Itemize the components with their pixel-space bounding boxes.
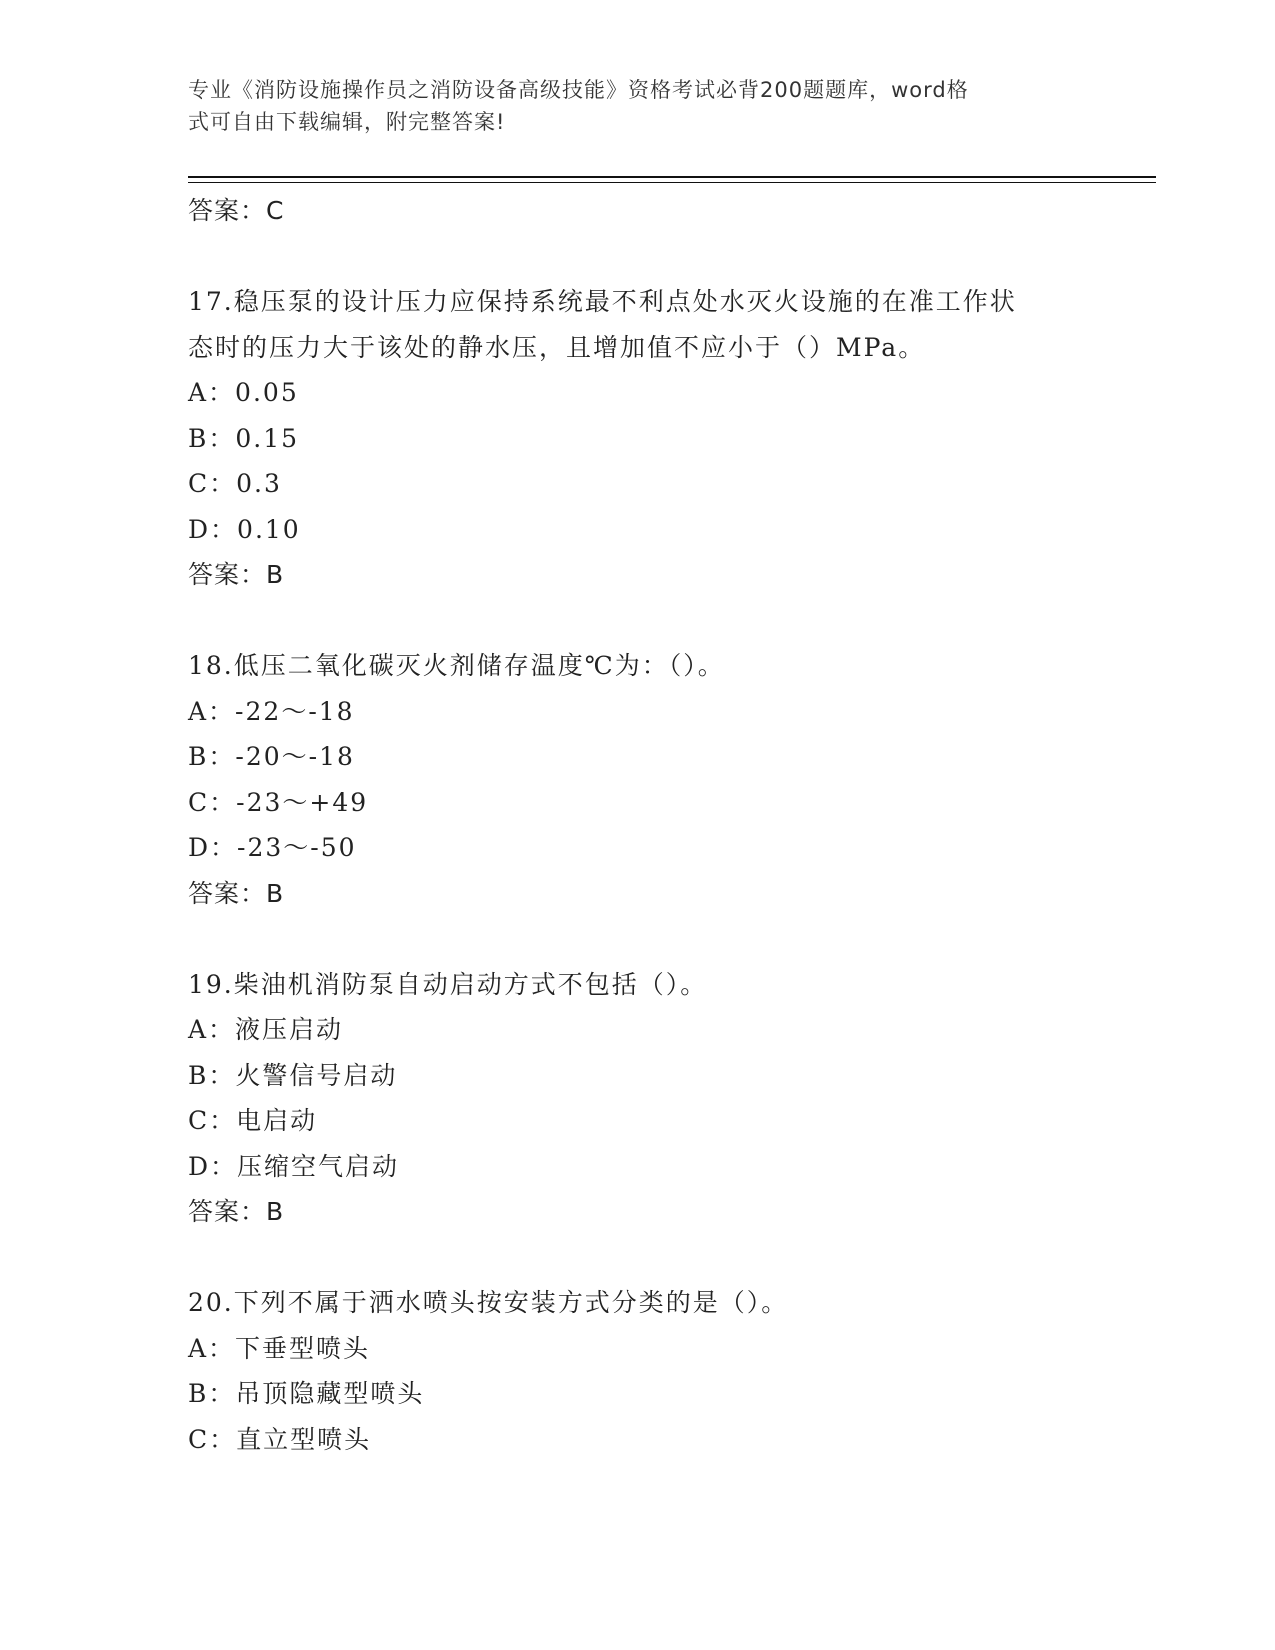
header-divider-thick xyxy=(188,176,1156,178)
question-19 xyxy=(188,962,1088,1235)
previous-answer: 答案：C xyxy=(188,196,285,225)
document-header xyxy=(188,74,1068,138)
question-stem-continued: 态时的压力大于该处的静水压，且增加值不应小于（）MPa。 xyxy=(188,332,926,362)
option-b: B：0.15 xyxy=(188,423,300,453)
question-stem: 20.下列不属于洒水喷头按安装方式分类的是（）。 xyxy=(188,1288,789,1317)
option-d: D：-23～-50 xyxy=(188,833,357,862)
answer: 答案：B xyxy=(188,560,285,589)
option-a: A：-22～-18 xyxy=(188,696,355,726)
option-b: B：吊顶隐藏型喷头 xyxy=(188,1379,425,1408)
spacer xyxy=(188,916,1088,962)
answer: 答案：B xyxy=(188,1197,285,1226)
header-divider-thin xyxy=(188,182,1156,183)
question-18 xyxy=(188,643,1088,916)
header-line-1: 专业《消防设施操作员之消防设备高级技能》资格考试必背200题题库，word格 xyxy=(188,78,969,102)
option-a: A：液压启动 xyxy=(188,1015,344,1044)
option-d: D：0.10 xyxy=(188,514,301,544)
option-c: C：电启动 xyxy=(188,1106,318,1135)
question-stem: 19.柴油机消防泵自动启动方式不包括（）。 xyxy=(188,969,708,999)
answer: 答案：B xyxy=(188,878,285,908)
option-a: A：0.05 xyxy=(188,378,299,407)
question-stem: 18.低压二氧化碳灭火剂储存温度℃为：（）。 xyxy=(188,651,725,680)
header-line-2: 式可自由下载编辑，附完整答案! xyxy=(188,110,506,134)
option-b: B：-20～-18 xyxy=(188,742,355,771)
option-a: A：下垂型喷头 xyxy=(188,1333,371,1363)
question-20 xyxy=(188,1280,1088,1462)
option-d: D：压缩空气启动 xyxy=(188,1151,400,1181)
question-stem: 17.稳压泵的设计压力应保持系统最不利点处水灭火设施的在准工作状 xyxy=(188,287,1017,316)
option-c: C：0.3 xyxy=(188,469,282,498)
question-list xyxy=(188,188,1088,1462)
question-17 xyxy=(188,279,1088,598)
spacer xyxy=(188,1235,1088,1281)
option-c: C：直立型喷头 xyxy=(188,1424,372,1454)
spacer xyxy=(188,598,1088,644)
option-b: B：火警信号启动 xyxy=(188,1060,398,1090)
option-c: C：-23～+49 xyxy=(188,787,369,817)
spacer xyxy=(188,234,1088,280)
